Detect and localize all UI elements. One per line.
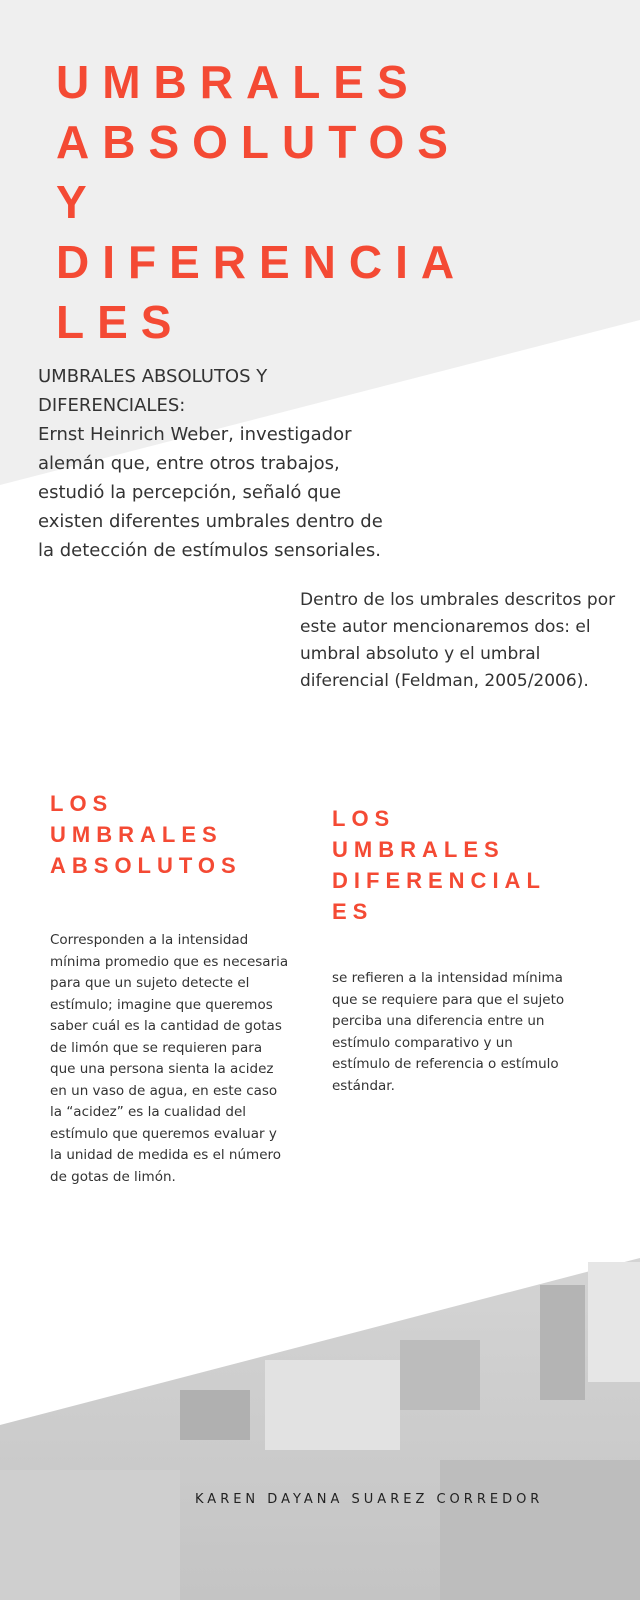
page-title: UMBRALES ABSOLUTOS Y DIFERENCIA LES <box>56 56 468 348</box>
author-name: KAREN DAYANA SUAREZ CORREDOR <box>195 1492 544 1507</box>
intro-block <box>38 362 383 565</box>
section-body: se refieren a la intensidad mínima que se requiere para que el sujeto perciba una diferencia entre un estímulo comparativo y un estímulo de referencia o estímulo estándar. <box>332 970 565 1094</box>
intro-body: Ernst Heinrich Weber, investigador alemán que, entre otros trabajos, estudió la percepción, señaló que existen diferentes umbrales dentro de la detección de estímulos sensoriales. <box>38 424 383 561</box>
city-skyline-image <box>0 1258 640 1600</box>
section-heading: LOS UMBRALES DIFERENCIAL ES <box>332 806 546 924</box>
section-heading: LOS UMBRALES ABSOLUTOS <box>50 791 242 878</box>
intro-heading: UMBRALES ABSOLUTOS Y DIFERENCIALES: <box>38 366 268 416</box>
section-absolute-thresholds <box>50 788 300 881</box>
section-body: Corresponden a la intensidad mínima promedio que es necesaria para que un sujeto detecte el estímulo; imagine que queremos saber cuál es la cantidad de gotas de limón que se requieren para que una persona sienta la acidez en un vaso de agua, en este caso la “acidez” es la cualidad del estímulo que queremos evaluar y la unidad de medida es el número de gotas de limón. <box>50 932 289 1185</box>
section-differential-thresholds <box>332 803 592 927</box>
intro-continued: Dentro de los umbrales descritos por este autor mencionaremos dos: el umbral absoluto y el umbral diferencial (Feldman, 2005/2006). <box>300 590 616 691</box>
